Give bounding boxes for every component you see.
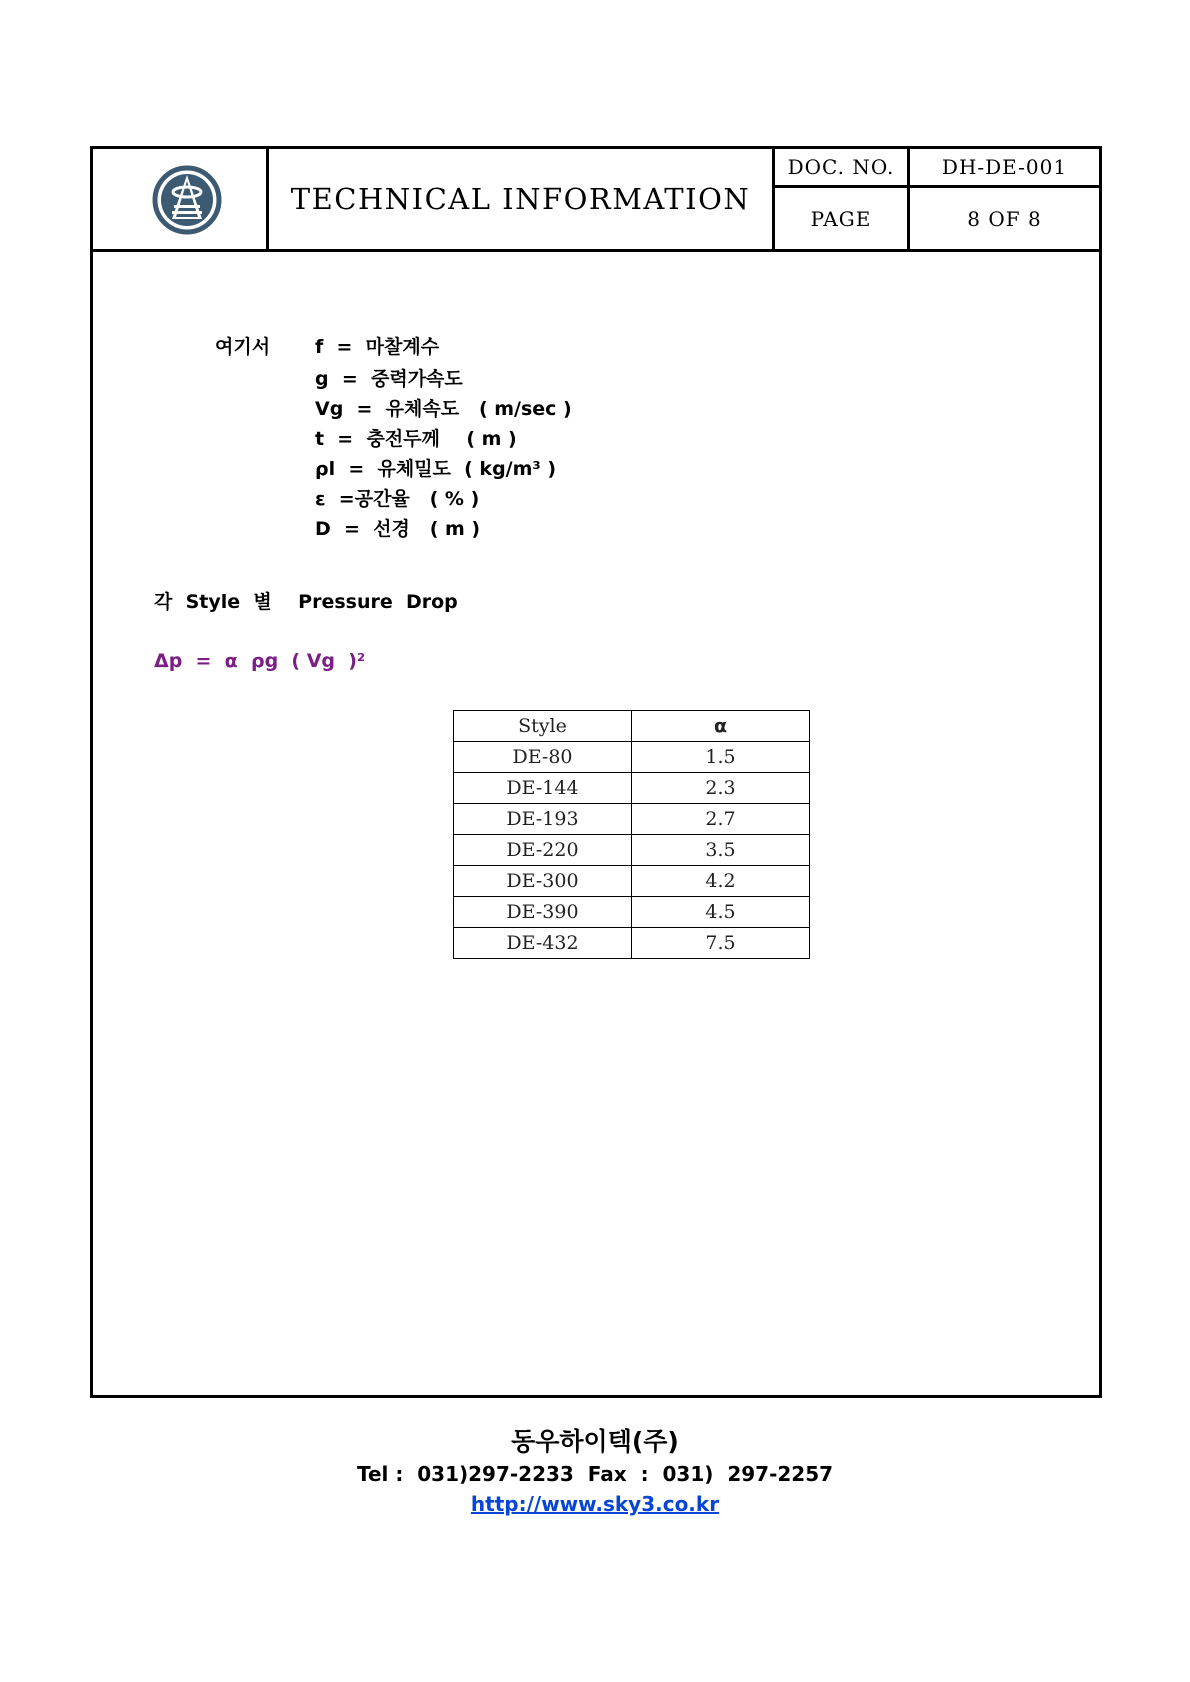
doc-no-label: DOC. NO. [775,149,910,188]
alpha-cell: 1.5 [632,742,810,773]
style-cell: DE-390 [454,897,632,928]
website-link[interactable]: http://www.sky3.co.kr [470,1492,720,1516]
doc-no-value: DH-DE-001 [910,149,1099,188]
table-row [454,928,810,959]
table-row [454,804,810,835]
alpha-cell: 4.2 [632,866,810,897]
alpha-cell: 7.5 [632,928,810,959]
table-row [454,773,810,804]
alpha-table [453,710,810,959]
definition-item: D = 선경 ( m ) [315,518,481,540]
definition-item: ε =공간율 ( % ) [315,488,480,510]
alpha-cell: 4.5 [632,897,810,928]
definition-item: t = 충전두께 ( m ) [315,428,517,450]
page-label: PAGE [775,188,910,249]
alpha-cell: 2.3 [632,773,810,804]
style-cell: DE-193 [454,804,632,835]
page-value: 8 OF 8 [967,206,1042,231]
style-cell: DE-300 [454,866,632,897]
style-cell: DE-144 [454,773,632,804]
alpha-cell: 3.5 [632,835,810,866]
definition-item: Vg = 유체속도 ( m/sec ) [315,398,572,420]
alpha-cell: 2.7 [632,804,810,835]
definition-item: g = 중력가속도 [315,368,463,390]
table-row [454,866,810,897]
definition-item: f = 마찰계수 [315,336,440,358]
table-row [454,742,810,773]
definitions-intro: 여기서 [215,336,271,358]
document-frame [90,146,1102,1398]
pressure-drop-formula: Δp = α ρg ( Vg )² [154,650,366,672]
definition-item: ρl = 유체밀도 ( kg/m³ ) [315,458,557,480]
company-logo-icon [152,165,222,235]
table-row [454,897,810,928]
logo-cell [93,149,269,249]
table-header-row [454,711,810,742]
contact-line: Tel : 031)297-2233 Fax : 031) 297-2257 [356,1462,834,1486]
column-header-alpha: α [632,711,810,742]
section-heading: 각 Style 별 Pressure Drop [154,591,458,613]
document-title: TECHNICAL INFORMATION [269,149,775,249]
document-header [93,149,1099,252]
table-row [454,835,810,866]
company-name: 동우하이텍(주) [511,1427,679,1456]
style-cell: DE-80 [454,742,632,773]
column-header-style: Style [454,711,632,742]
document-meta [775,149,1099,249]
style-cell: DE-432 [454,928,632,959]
style-cell: DE-220 [454,835,632,866]
